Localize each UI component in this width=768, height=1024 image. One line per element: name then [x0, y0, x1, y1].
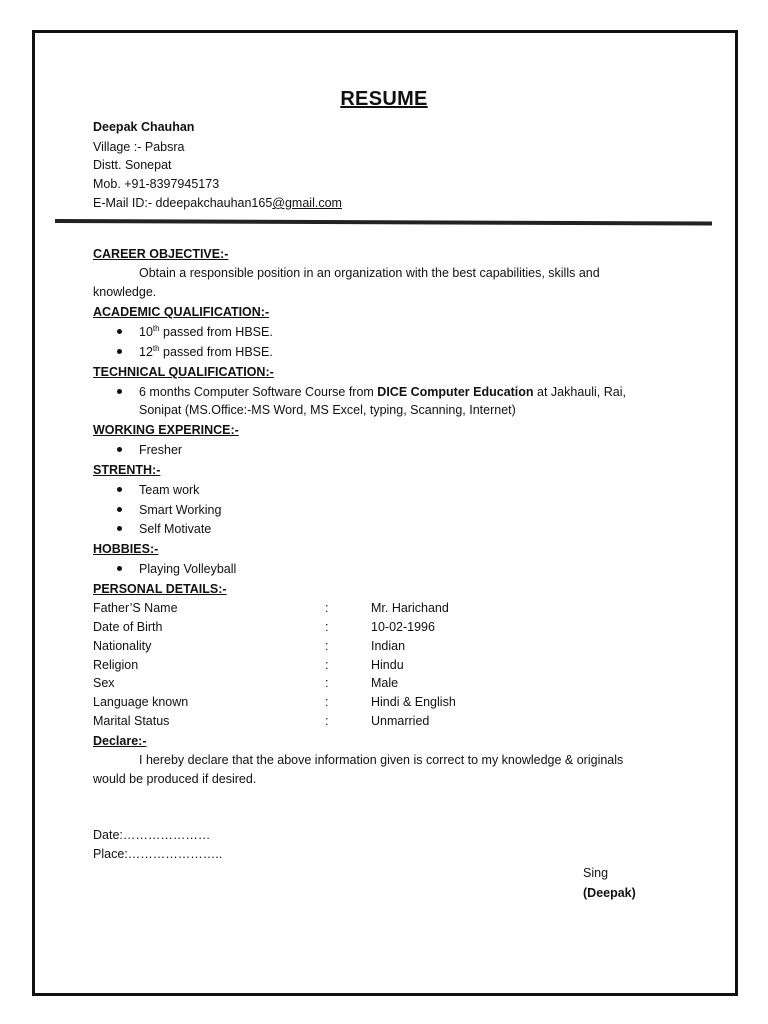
technical-line2: Sonipat (MS.Office:-MS Word, MS Excel, typing, Scanning, Internet) — [139, 403, 516, 417]
academic-heading: ACADEMIC QUALIFICATION:- — [93, 305, 270, 319]
personal-separator: : — [325, 639, 329, 653]
declaration-heading: Declare:- — [93, 734, 147, 748]
bullet-icon — [117, 507, 122, 512]
personal-value: Indian — [371, 639, 406, 653]
technical-heading: TECHNICAL QUALIFICATION:- — [93, 365, 274, 379]
personal-separator: : — [325, 676, 329, 690]
personal-label: Date of Birth — [93, 620, 163, 634]
personal-separator: : — [325, 695, 329, 709]
bullet-icon — [117, 349, 122, 354]
candidate-name: Deepak Chauhan — [93, 120, 195, 134]
strength-heading: STRENTH:- — [93, 463, 161, 477]
personal-value: Hindi & English — [371, 695, 456, 709]
hobbies-heading: HOBBIES:- — [93, 542, 159, 556]
personal-value: Mr. Harichand — [371, 601, 449, 615]
personal-separator: : — [325, 620, 329, 634]
personal-label: Religion — [93, 658, 139, 672]
personal-separator: : — [325, 714, 329, 728]
technical-line1: 6 months Computer Software Course from DICE Computer Education at Jakhauli, Rai, — [139, 385, 626, 399]
personal-value: Hindu — [371, 658, 404, 672]
place-field: Place:………………….. — [93, 847, 223, 861]
strength-item: Team work — [139, 483, 200, 497]
career-objective-line1: Obtain a responsible position in an organization with the best capabilities, skills and — [139, 266, 600, 280]
personal-heading: PERSONAL DETAILS:- — [93, 582, 227, 596]
experience-item: Fresher — [139, 443, 183, 457]
resume-title: RESUME — [340, 88, 428, 110]
signature-label: Sing — [583, 866, 609, 880]
personal-separator: : — [325, 601, 329, 615]
declaration-line1: I hereby declare that the above information given is correct to my knowledge & originals — [139, 753, 624, 767]
bullet-icon — [117, 487, 122, 492]
declaration-line2: would be produced if desired. — [93, 772, 257, 786]
bullet-icon — [117, 329, 122, 334]
email-line — [93, 195, 342, 211]
mobile-number: Mob. +91-8397945173 — [93, 177, 220, 191]
personal-label: Father’S Name — [93, 601, 178, 615]
academic-item: 10th passed from HBSE. — [139, 324, 273, 339]
career-objective-heading: CAREER OBJECTIVE:- — [93, 247, 229, 261]
address-district: Distt. Sonepat — [93, 158, 172, 172]
experience-heading: WORKING EXPERINCE:- — [93, 423, 239, 437]
email-prefix: E-Mail ID:- ddeepakchauhan165 — [93, 196, 273, 210]
personal-label: Language known — [93, 695, 189, 709]
personal-value: Unmarried — [371, 714, 430, 728]
strength-item: Smart Working — [139, 503, 222, 517]
personal-separator: : — [325, 658, 329, 672]
date-field: Date:………………… — [93, 828, 211, 842]
personal-label: Marital Status — [93, 714, 170, 728]
personal-value: 10-02-1996 — [371, 620, 435, 634]
personal-label: Sex — [93, 676, 115, 690]
academic-item: 12th passed from HBSE. — [139, 344, 273, 359]
address-village: Village :- Pabsra — [93, 140, 185, 154]
career-objective-line2: knowledge. — [93, 285, 157, 299]
bullet-icon — [117, 526, 122, 531]
bullet-icon — [117, 389, 122, 394]
signer-name: (Deepak) — [583, 886, 636, 900]
email-link[interactable]: @gmail.com — [272, 196, 342, 210]
bullet-icon — [117, 566, 122, 571]
personal-value: Male — [371, 676, 399, 690]
strength-item: Self Motivate — [139, 522, 212, 536]
personal-label: Nationality — [93, 639, 152, 653]
bullet-icon — [117, 447, 122, 452]
hobbies-item: Playing Volleyball — [139, 562, 237, 576]
